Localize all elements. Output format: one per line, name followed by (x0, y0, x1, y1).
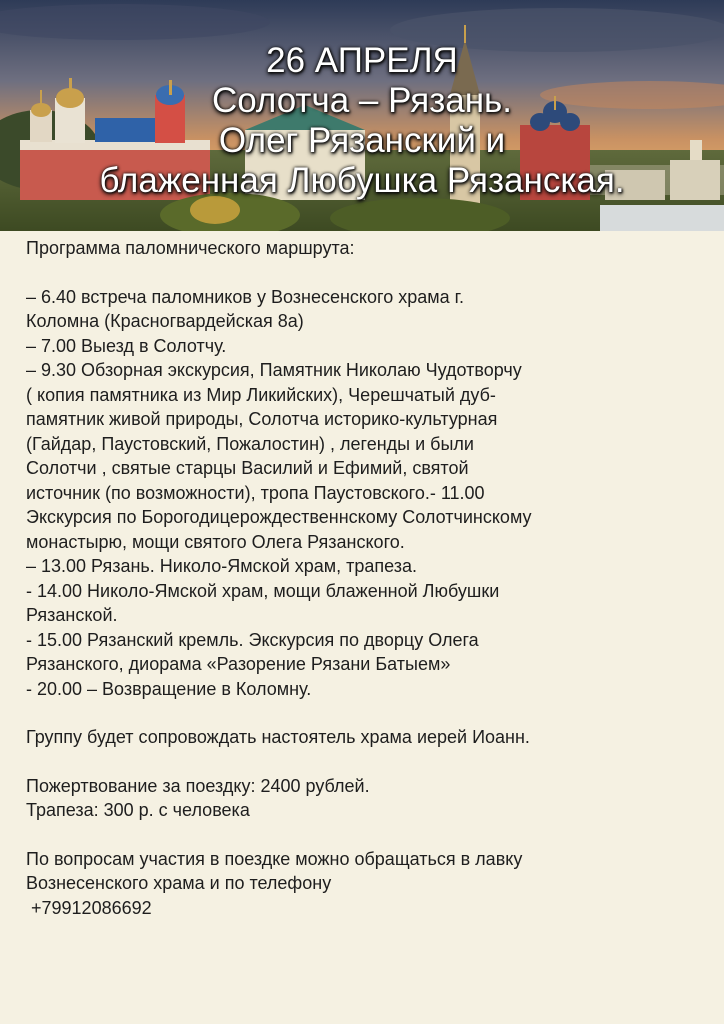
program-intro: Программа паломнического маршрута: (26, 238, 355, 258)
title-date: 26 АПРЕЛЯ (266, 41, 458, 80)
page-title (0, 41, 724, 201)
program-line: Рязанской. (26, 605, 118, 625)
program-line: – 7.00 Выезд в Солотчу. (26, 335, 227, 356)
program-line: – 9.30 Обзорная экскурсия, Памятник Николаю Чудотворчу (26, 360, 522, 380)
spacer (26, 823, 706, 847)
program-line: - 14.00 Николо-Ямской храм, мощи блаженной Любушки (26, 580, 500, 601)
title-line-4: блаженная Любушка Рязанская. (99, 161, 625, 200)
contact-line: По вопросам участия в поездке можно обращаться в лавку (26, 848, 523, 869)
title-route: Солотча – Рязань. (211, 81, 513, 120)
program-line: – 13.00 Рязань. Николо-Ямской храм, трапеза. (26, 556, 418, 576)
meal-price: Трапеза: 300 р. с человека (26, 800, 250, 820)
contact-phone: +79912086692 (26, 897, 152, 918)
donation-price: Пожертвование за поездку: 2400 рублей. (26, 775, 370, 796)
escort-note: Группу будет сопровождать настоятель храма иерей Иоанн. (26, 727, 530, 747)
program-line: Экскурсия по Борогодицерождественнскому Солотчинскому (26, 507, 532, 527)
spacer (26, 701, 706, 725)
program-line: (Гайдар, Паустовский, Пожалостин) , легенды и были (26, 433, 474, 454)
program-line: – 6.40 встреча паломников у Вознесенского храма г. (26, 286, 464, 307)
program-line: Коломна (Красногвардейская 8а) (26, 311, 304, 331)
program-line: монастырю, мощи святого Олега Рязанского. (26, 531, 405, 552)
program-text (26, 236, 706, 920)
program-line: - 20.00 – Возвращение в Коломну. (26, 678, 312, 699)
title-line-3: Олег Рязанский и (218, 121, 506, 160)
program-line: памятник живой природы, Солотча историко-культурная (26, 409, 498, 429)
spacer (26, 261, 706, 285)
program-line: источник (по возможности), тропа Паустовского.- 11.00 (26, 482, 485, 503)
program-line: Солотчи , святые старцы Василий и Ефимий, святой (26, 458, 469, 478)
program-line: - 15.00 Рязанский кремль. Экскурсия по дворцу Олега (26, 629, 479, 650)
contact-line: Вознесенского храма и по телефону (26, 873, 332, 893)
program-line: ( копия памятника из Мир Ликийских), Черешчатый дуб- (26, 384, 496, 405)
program-line: Рязанского, диорама «Разорение Рязани Батыем» (26, 654, 451, 674)
header-photo (0, 0, 724, 231)
spacer (26, 750, 706, 774)
